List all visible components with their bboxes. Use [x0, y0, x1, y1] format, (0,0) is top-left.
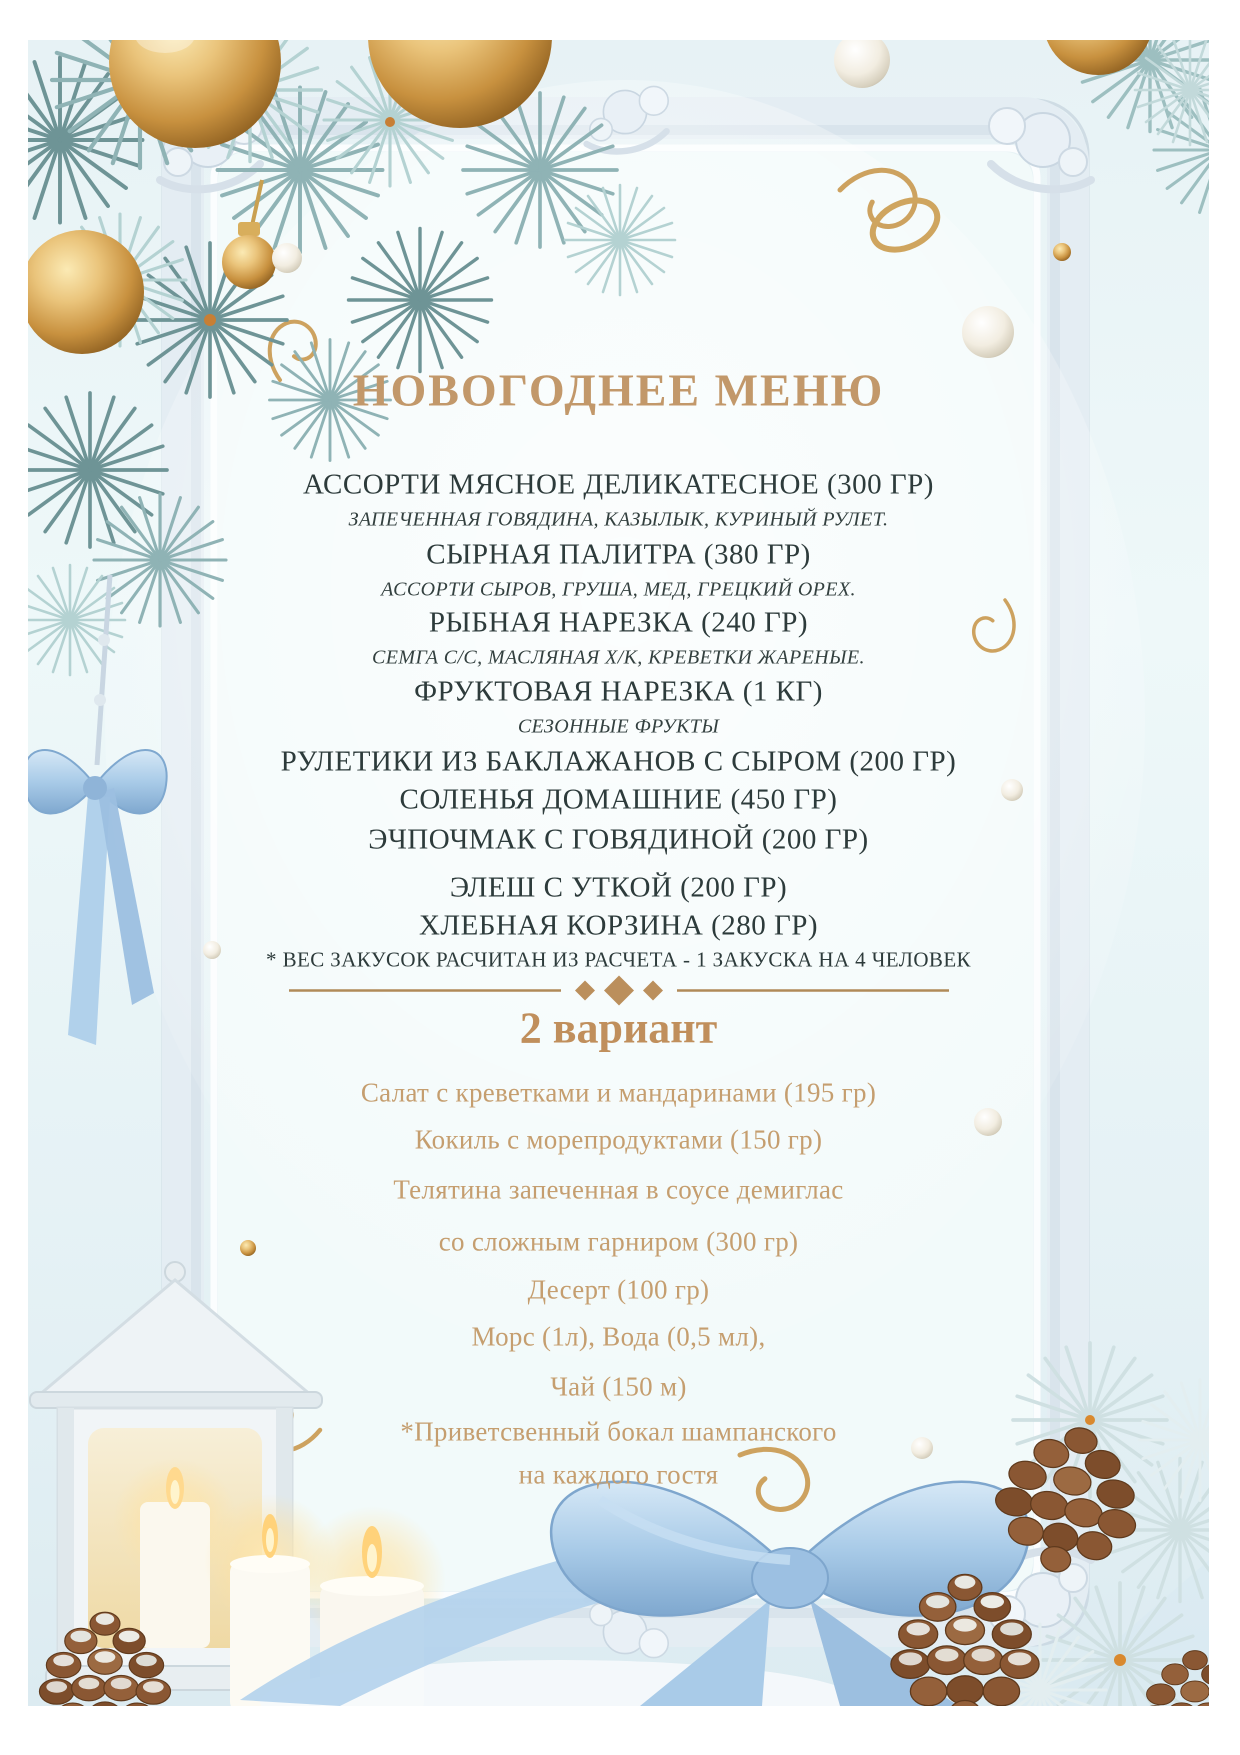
menu-item-description: СЕМГА С/С, МАСЛЯНАЯ Х/К, КРЕВЕТКИ ЖАРЕНЫЕ.: [372, 646, 865, 669]
menu-item: АССОРТИ МЯСНОЕ ДЕЛИКАТЕСНОЕ (300 ГР): [303, 468, 934, 501]
menu-item-description: ЗАПЕЧЕННАЯ ГОВЯДИНА, КАЗЫЛЫК, КУРИНЫЙ РУЛЕТ.: [348, 508, 889, 531]
menu-content: [28, 40, 1209, 1706]
divider-ornament: [289, 976, 949, 1006]
menu-item-description: СЕЗОННЫЕ ФРУКТЫ: [517, 715, 720, 738]
menu-item: ЭЧПОЧМАК С ГОВЯДИНОЙ (200 ГР): [368, 823, 869, 856]
menu-item-description: АССОРТИ СЫРОВ, ГРУША, МЕД, ГРЕЦКИЙ ОРЕХ.: [381, 578, 856, 601]
menu-line: Чай (150 м): [550, 1371, 687, 1402]
menu-item: РУЛЕТИКИ ИЗ БАКЛАЖАНОВ С СЫРОМ (200 ГР): [280, 745, 957, 778]
menu-note-line: *Приветсвенный бокал шампанского: [400, 1416, 837, 1447]
menu-line: со сложным гарниром (300 гр): [438, 1226, 799, 1257]
menu-title: НОВОГОДНЕЕ МЕНЮ: [352, 364, 885, 416]
menu-footnote: * ВЕС ЗАКУСОК РАСЧИТАН ИЗ РАСЧЕТА - 1 ЗАКУСКА НА 4 ЧЕЛОВЕК: [266, 947, 971, 972]
menu-line: Морс (1л), Вода (0,5 мл),: [471, 1321, 766, 1352]
menu-item: СОЛЕНЬЯ ДОМАШНИЕ (450 ГР): [399, 783, 838, 816]
menu-item: ФРУКТОВАЯ НАРЕЗКА (1 КГ): [414, 675, 823, 708]
menu-item: ЭЛЕШ С УТКОЙ (200 ГР): [449, 871, 788, 904]
section2-heading: 2 вариант: [519, 1003, 718, 1053]
menu-line: Кокиль с морепродуктами (150 гр): [414, 1124, 823, 1155]
menu-item: СЫРНАЯ ПАЛИТРА (380 ГР): [426, 538, 811, 571]
menu-item: ХЛЕБНАЯ КОРЗИНА (280 ГР): [418, 909, 819, 942]
menu-line: Телятина запеченная в соусе демиглас: [393, 1174, 844, 1205]
menu-item: РЫБНАЯ НАРЕЗКА (240 ГР): [428, 606, 809, 639]
menu-line: Десерт (100 гр): [527, 1274, 710, 1305]
menu-note-line: на каждого гостя: [518, 1459, 719, 1490]
menu-line: Салат с креветками и мандаринами (195 гр): [360, 1077, 877, 1108]
